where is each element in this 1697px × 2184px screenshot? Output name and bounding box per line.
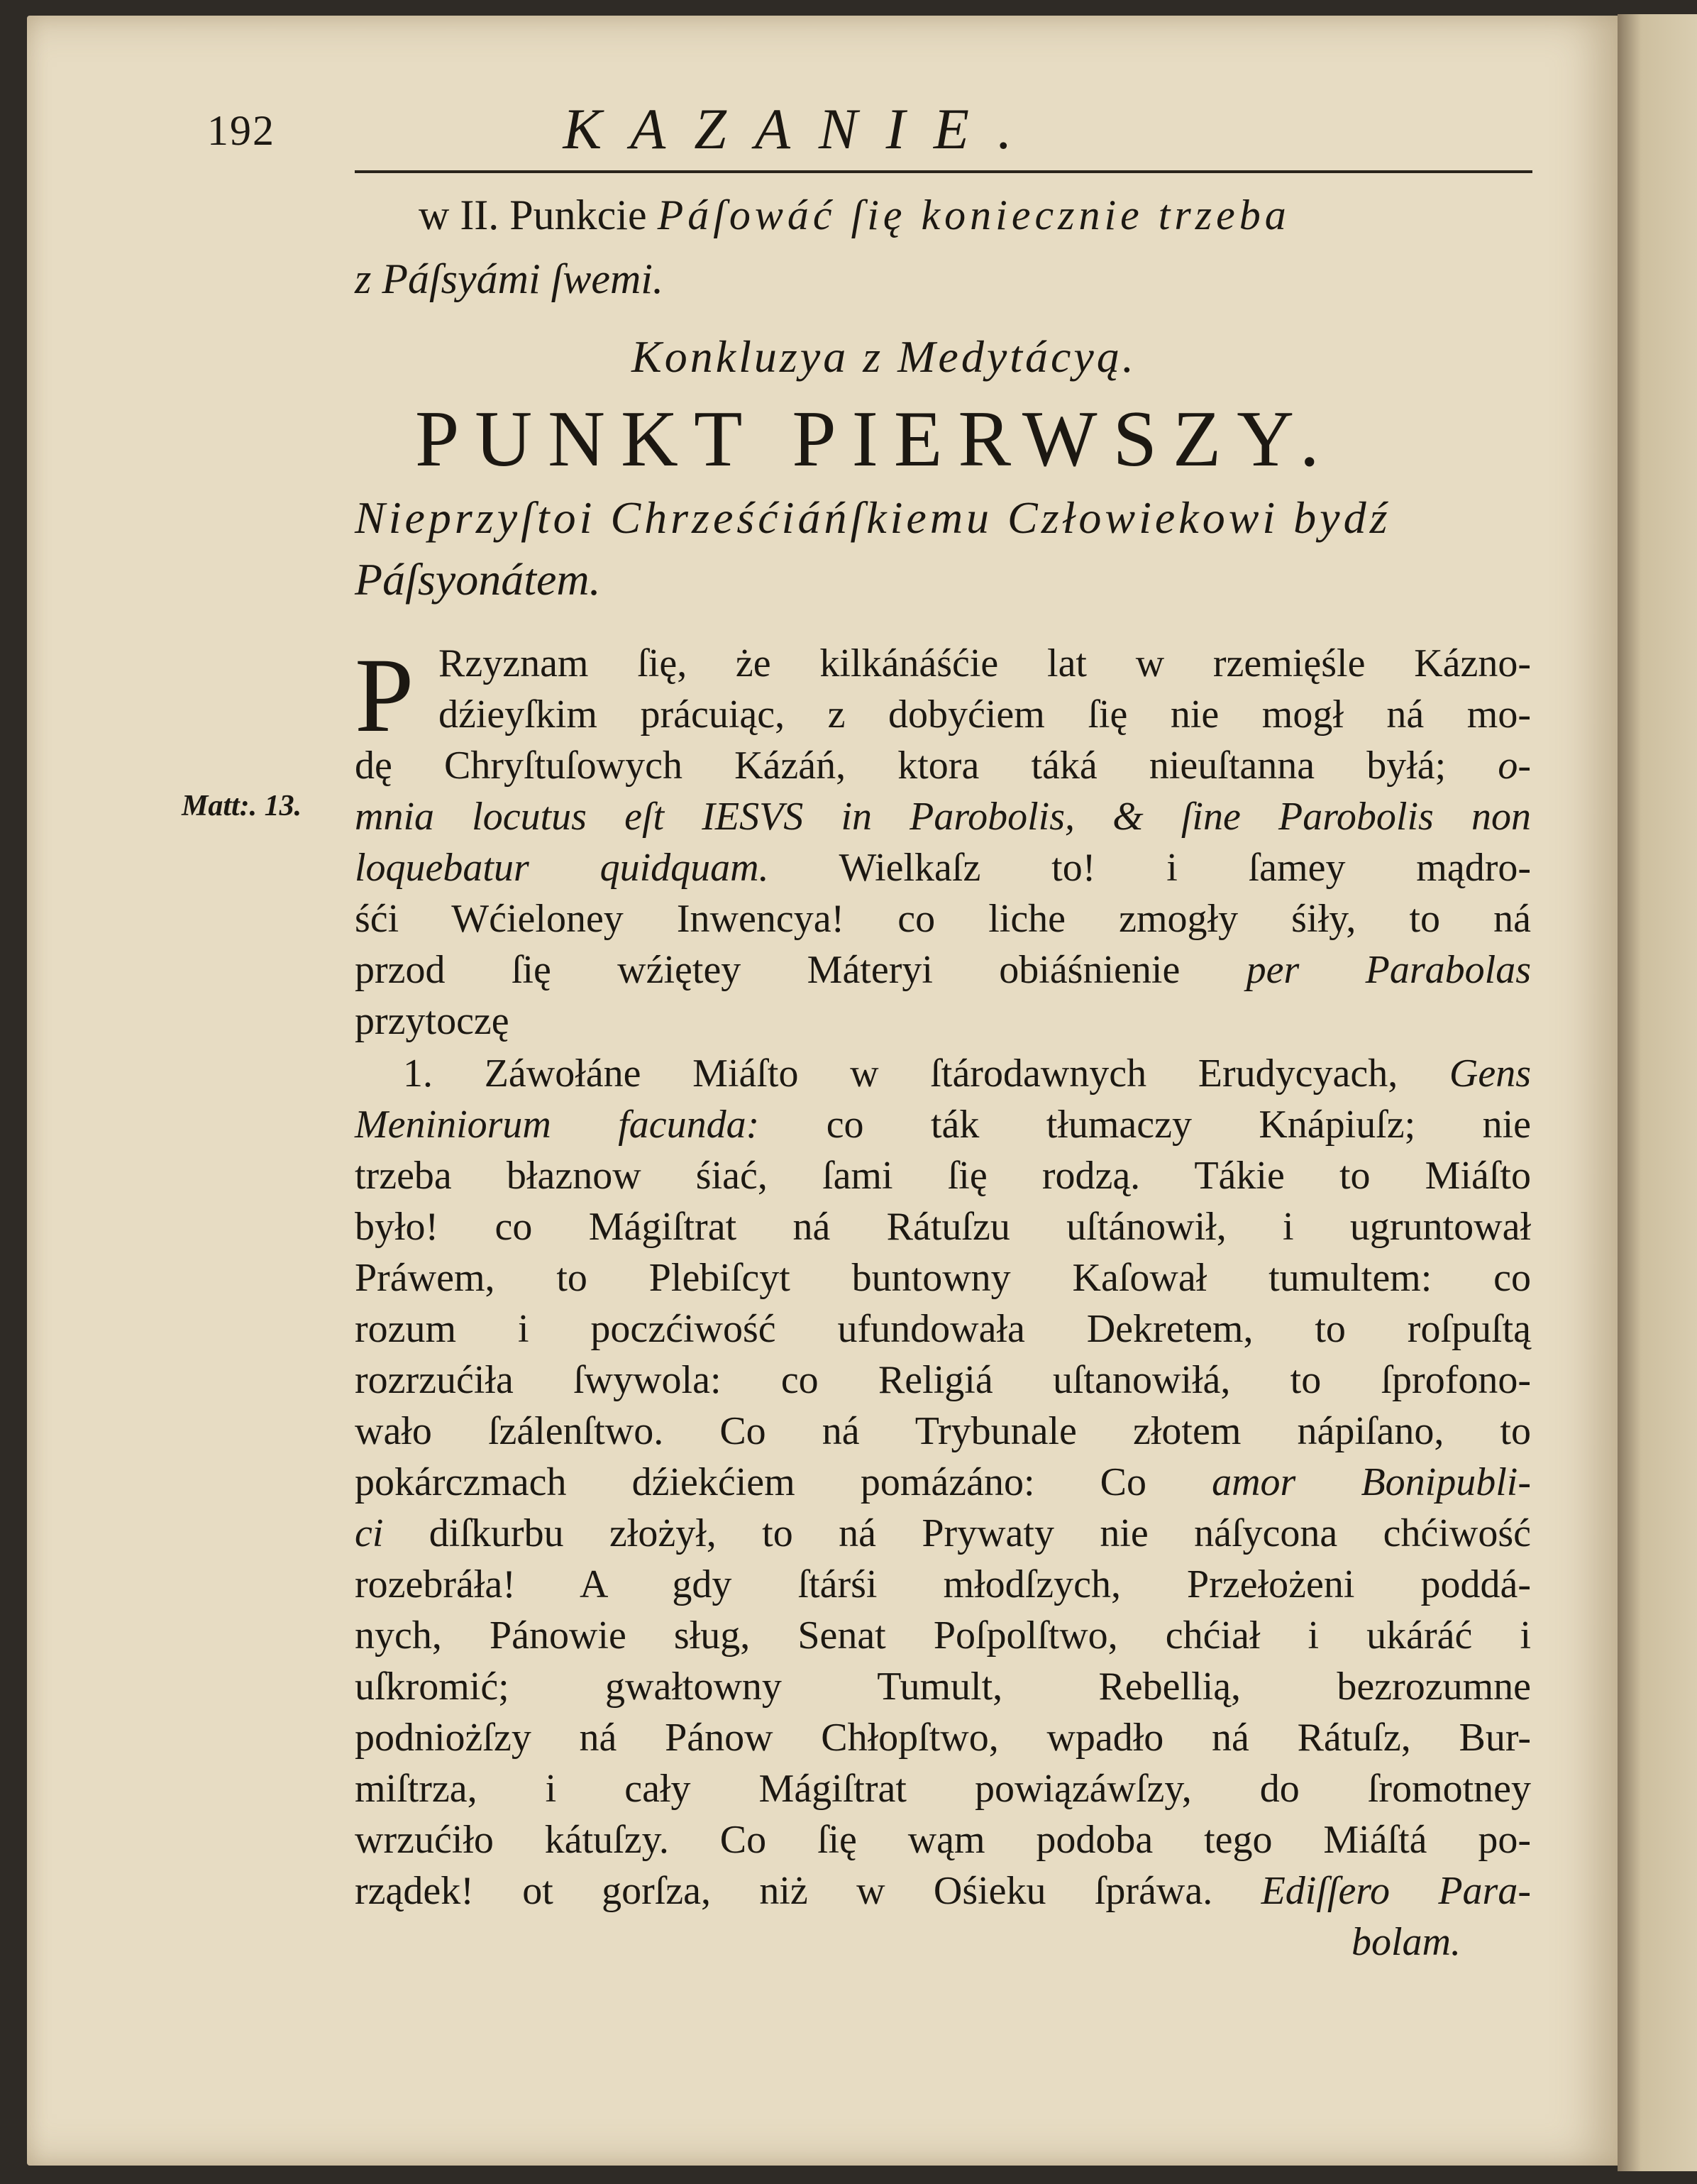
- text-roman: pokárczmach dźiekćiem pomázáno: Co: [355, 1460, 1212, 1504]
- page-number: 192: [207, 107, 275, 154]
- paragraph2-line: [1351, 1917, 1531, 1967]
- text-roman: dę Chryſtuſowych Kázáń, ktora táká nieuſtanna byłá;: [355, 744, 1498, 788]
- text-roman: rozebráła! A gdy ſtárśi młodſzych, Przełożeni poddá-: [355, 1562, 1531, 1606]
- paragraph1-line: [355, 996, 1531, 1046]
- paragraph1-line: [355, 792, 1531, 842]
- paragraph2-line: [355, 1151, 1531, 1201]
- paragraph2-line: [355, 1560, 1531, 1609]
- subtitle: Konkluzya z Medytácyą.: [631, 331, 1137, 382]
- text-italic: Meniniorum facunda:: [355, 1103, 760, 1147]
- text-italic: mnia locutus eſt IESVS in Parobolis, & ſine Parobolis non: [355, 795, 1531, 839]
- section-title-line-1: Nieprzyſtoi Chrześćiáńſkiemu Człowiekowi bydź: [355, 492, 1391, 543]
- text-italic: Gens: [1449, 1052, 1531, 1096]
- text-roman: przytoczę: [355, 999, 509, 1043]
- paragraph2-line: [355, 1866, 1531, 1916]
- text-roman: uſkromić; gwałtowny Tumult, Rebellią, bezrozumne: [355, 1665, 1531, 1709]
- text-roman: 1. Záwołáne Miáſto w ſtárodawnych Erudycyach,: [403, 1052, 1449, 1096]
- drop-capital: P: [355, 636, 414, 754]
- text-roman: Práwem, to Plebiſcyt buntowny Kaſował tumultem: co: [355, 1256, 1531, 1300]
- text-roman: śći Wćieloney Inwencya! co liche zmogły śiły, to ná: [355, 897, 1531, 941]
- section-heading: PUNKT PIERWSZY.: [415, 395, 1335, 483]
- paragraph2-line: [355, 1815, 1531, 1865]
- paragraph2-line: [355, 1713, 1531, 1763]
- paragraph2-line: [355, 1611, 1531, 1660]
- paragraph2-line: [403, 1049, 1531, 1098]
- text-roman: miſtrza, i cały Mágiſtrat powiązáwſzy, do ſromotney: [355, 1767, 1531, 1811]
- paragraph2-line: [355, 1100, 1531, 1149]
- paragraph2-line: [355, 1764, 1531, 1814]
- paragraph1-line: [438, 639, 1531, 688]
- text-italic: Ediſſero Para-: [1261, 1869, 1531, 1913]
- text-roman: przod ſię wźiętey Máteryi obiáśnienie: [355, 948, 1247, 992]
- text-italic: o-: [1498, 744, 1531, 788]
- paragraph2-line: [355, 1253, 1531, 1303]
- margin-note: Matt:. 13.: [182, 790, 302, 822]
- intro-line-1-italic: Páſowáć ſię koniecznie trzeba: [657, 192, 1290, 238]
- intro-line-2: z Páſsyámi ſwemi.: [355, 255, 663, 302]
- paragraph2-line: [355, 1509, 1531, 1558]
- paragraph2-line: [355, 1457, 1531, 1507]
- text-roman: dźieyſkim prácuiąc, z dobyćiem ſię nie mogł ná mo-: [438, 693, 1531, 737]
- text-roman: diſkurbu złożył, to ná Prywaty nie náſycona chćiwość: [383, 1511, 1531, 1555]
- text-italic: loquebatur quidquam.: [355, 846, 769, 890]
- paragraph2-line: [355, 1406, 1531, 1456]
- text-italic: per Parabolas: [1246, 948, 1532, 992]
- paragraph1-line: [355, 945, 1531, 995]
- text-roman: co ták tłumaczy Knápiuſz; nie: [759, 1103, 1531, 1147]
- paragraph2-line: [355, 1202, 1531, 1252]
- paragraph2-line: [355, 1355, 1531, 1405]
- section-title-line-2: Páſsyonátem.: [355, 554, 601, 605]
- text-roman: nych, Pánowie sług, Senat Poſpolſtwo, chćiał i ukáráć i: [355, 1614, 1531, 1658]
- intro-line-1: [419, 190, 1290, 240]
- adjacent-page-edge: [1618, 14, 1697, 2171]
- paragraph1-line: [355, 894, 1531, 944]
- paragraph1-line: [355, 843, 1531, 893]
- text-roman: rozrzućiła ſwywola: co Religiá uſtanowiłá, to ſprofono-: [355, 1358, 1531, 1402]
- intro-line-1-roman: w II. Punkcie: [419, 192, 658, 238]
- paragraph2-line: [355, 1662, 1531, 1711]
- text-roman: rozum i poczćiwość ufundowała Dekretem, to roſpuſtą: [355, 1307, 1531, 1351]
- text-roman: podniożſzy ná Pánow Chłopſtwo, wpadło ná Rátuſz, Bur-: [355, 1716, 1531, 1760]
- text-roman: rządek! ot gorſza, niż w Ośieku ſpráwa.: [355, 1869, 1261, 1913]
- paragraph1-line: [355, 741, 1531, 790]
- paragraph2-line: [355, 1304, 1531, 1354]
- text-italic: amor Bonipubli-: [1212, 1460, 1531, 1504]
- text-roman: Rzyznam ſię, że kilkánáśćie lat w rzemięśle Kázno-: [438, 641, 1531, 685]
- running-title: KAZANIE.: [563, 96, 1041, 161]
- text-roman: Wielkaſz to! i ſamey mądro-: [768, 846, 1532, 890]
- text-roman: wrzućiło kátuſzy. Co ſię wąm podoba tego Miáſtá po-: [355, 1818, 1531, 1862]
- text-italic: bolam.: [1351, 1920, 1461, 1964]
- header-rule: [355, 170, 1532, 173]
- paragraph1-line: [438, 690, 1531, 739]
- text-roman: było! co Mágiſtrat ná Rátuſzu uſtánowił, i ugruntował: [355, 1205, 1531, 1249]
- text-roman: wało ſzálenſtwo. Co ná Trybunale złotem nápiſano, to: [355, 1409, 1531, 1453]
- text-roman: trzeba błaznow śiać, ſami ſię rodzą. Tákie to Miáſto: [355, 1154, 1531, 1198]
- text-italic: ci: [355, 1511, 384, 1555]
